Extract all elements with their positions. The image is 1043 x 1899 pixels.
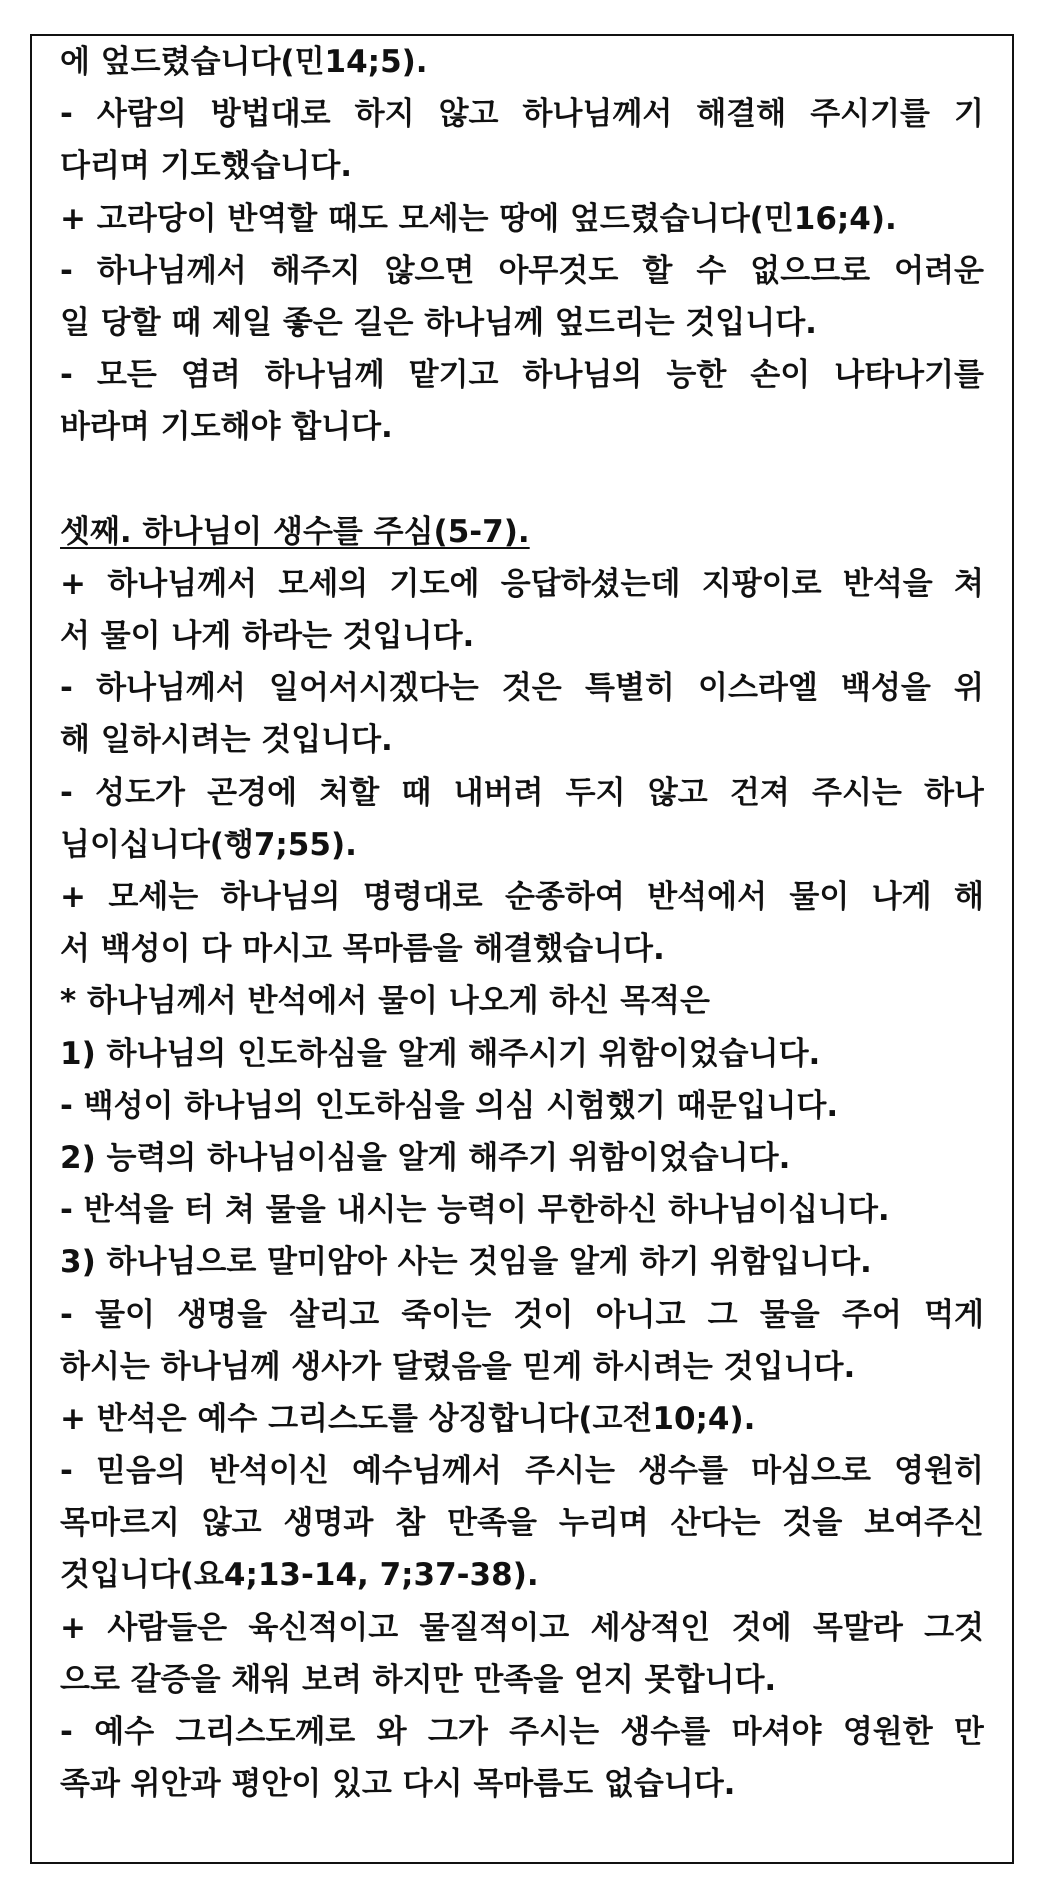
document-frame: [30, 34, 1014, 1864]
text-line: + 고라당이 반역할 때도 모세는 땅에 엎드렸습니다(민16;4).: [60, 200, 897, 237]
blank-line: [60, 454, 984, 506]
text-line: - 성도가 곤경에 처할 때 내버려 두지 않고 건져 주시는 하나: [60, 774, 984, 811]
text-line: - 백성이 하나님의 인도하심을 의심 시험했기 때문입니다.: [60, 1087, 839, 1124]
text-line: - 물이 생명을 살리고 죽이는 것이 아니고 그 물을 주어 먹게: [60, 1296, 984, 1333]
section-heading: [60, 506, 984, 558]
text-line: - 믿음의 반석이신 예수님께서 주시는 생수를 마심으로 영원히: [60, 1453, 984, 1490]
text-line: + 반석은 예수 그리스도를 상징합니다(고전10;4).: [60, 1400, 756, 1437]
text-line: + 사람들은 육신적이고 물질적이고 세상적인 것에 목말라 그것: [60, 1609, 984, 1646]
text-line: 1) 하나님의 인도하심을 알게 해주시기 위함이었습니다.: [60, 1035, 821, 1072]
text-line: 바라며 기도해야 합니다.: [60, 409, 393, 446]
text-line: - 반석을 터 쳐 물을 내시는 능력이 무한하신 하나님이십니다.: [60, 1192, 890, 1229]
text-line: + 모세는 하나님의 명령대로 순종하여 반석에서 물이 나게 해: [60, 879, 984, 915]
text-line: - 하나님께서 일어서시겠다는 것은 특별히 이스라엘 백성을 위: [60, 670, 984, 707]
text-line: - 하나님께서 해주지 않으면 아무것도 할 수 없으므로 어려운: [60, 252, 984, 289]
text-line: 서 물이 나게 하라는 것입니다.: [60, 618, 475, 655]
text-line: - 사람의 방법대로 하지 않고 하나님께서 해결해 주시기를 기: [60, 96, 984, 133]
text-line: 에 엎드렸습니다(민14;5).: [60, 44, 428, 80]
text-line: 족과 위안과 평안이 있고 다시 목마름도 없습니다.: [60, 1766, 736, 1803]
text-line: 해 일하시려는 것입니다.: [60, 722, 393, 759]
text-line: 하시는 하나님께 생사가 달렸음을 믿게 하시려는 것입니다.: [60, 1348, 856, 1385]
text-line: * 하나님께서 반석에서 물이 나오게 하신 목적은: [60, 983, 710, 1020]
text-line: + 하나님께서 모세의 기도에 응답하셨는데 지팡이로 반석을 쳐: [60, 565, 984, 602]
text-line: 으로 갈증을 채워 보려 하지만 만족을 얻지 못합니다.: [60, 1661, 777, 1698]
section-heading-text: 셋째. 하나님이 생수를 주심(5-7).: [60, 513, 530, 550]
text-line: 3) 하나님으로 말미암아 사는 것임을 알게 하기 위함입니다.: [60, 1244, 872, 1281]
text-line: - 모든 염려 하나님께 맡기고 하나님의 능한 손이 나타나기를: [60, 357, 984, 394]
text-line: 2) 능력의 하나님이심을 알게 해주기 위함이었습니다.: [60, 1139, 791, 1176]
text-line: - 예수 그리스도께로 와 그가 주시는 생수를 마셔야 영원한 만: [60, 1714, 984, 1750]
text-line: 목마르지 않고 생명과 참 만족을 누리며 산다는 것을 보여주신: [60, 1505, 984, 1542]
text-line: 님이십니다(행7;55).: [60, 826, 357, 863]
text-line: 서 백성이 다 마시고 목마름을 해결했습니다.: [60, 931, 665, 968]
text-line: 다리며 기도했습니다.: [60, 148, 353, 185]
text-line: 일 당할 때 제일 좋은 길은 하나님께 엎드리는 것입니다.: [60, 304, 817, 341]
text-line: 것입니다(요4;13-14, 7;37-38).: [60, 1557, 539, 1594]
document-body: [60, 36, 984, 1810]
